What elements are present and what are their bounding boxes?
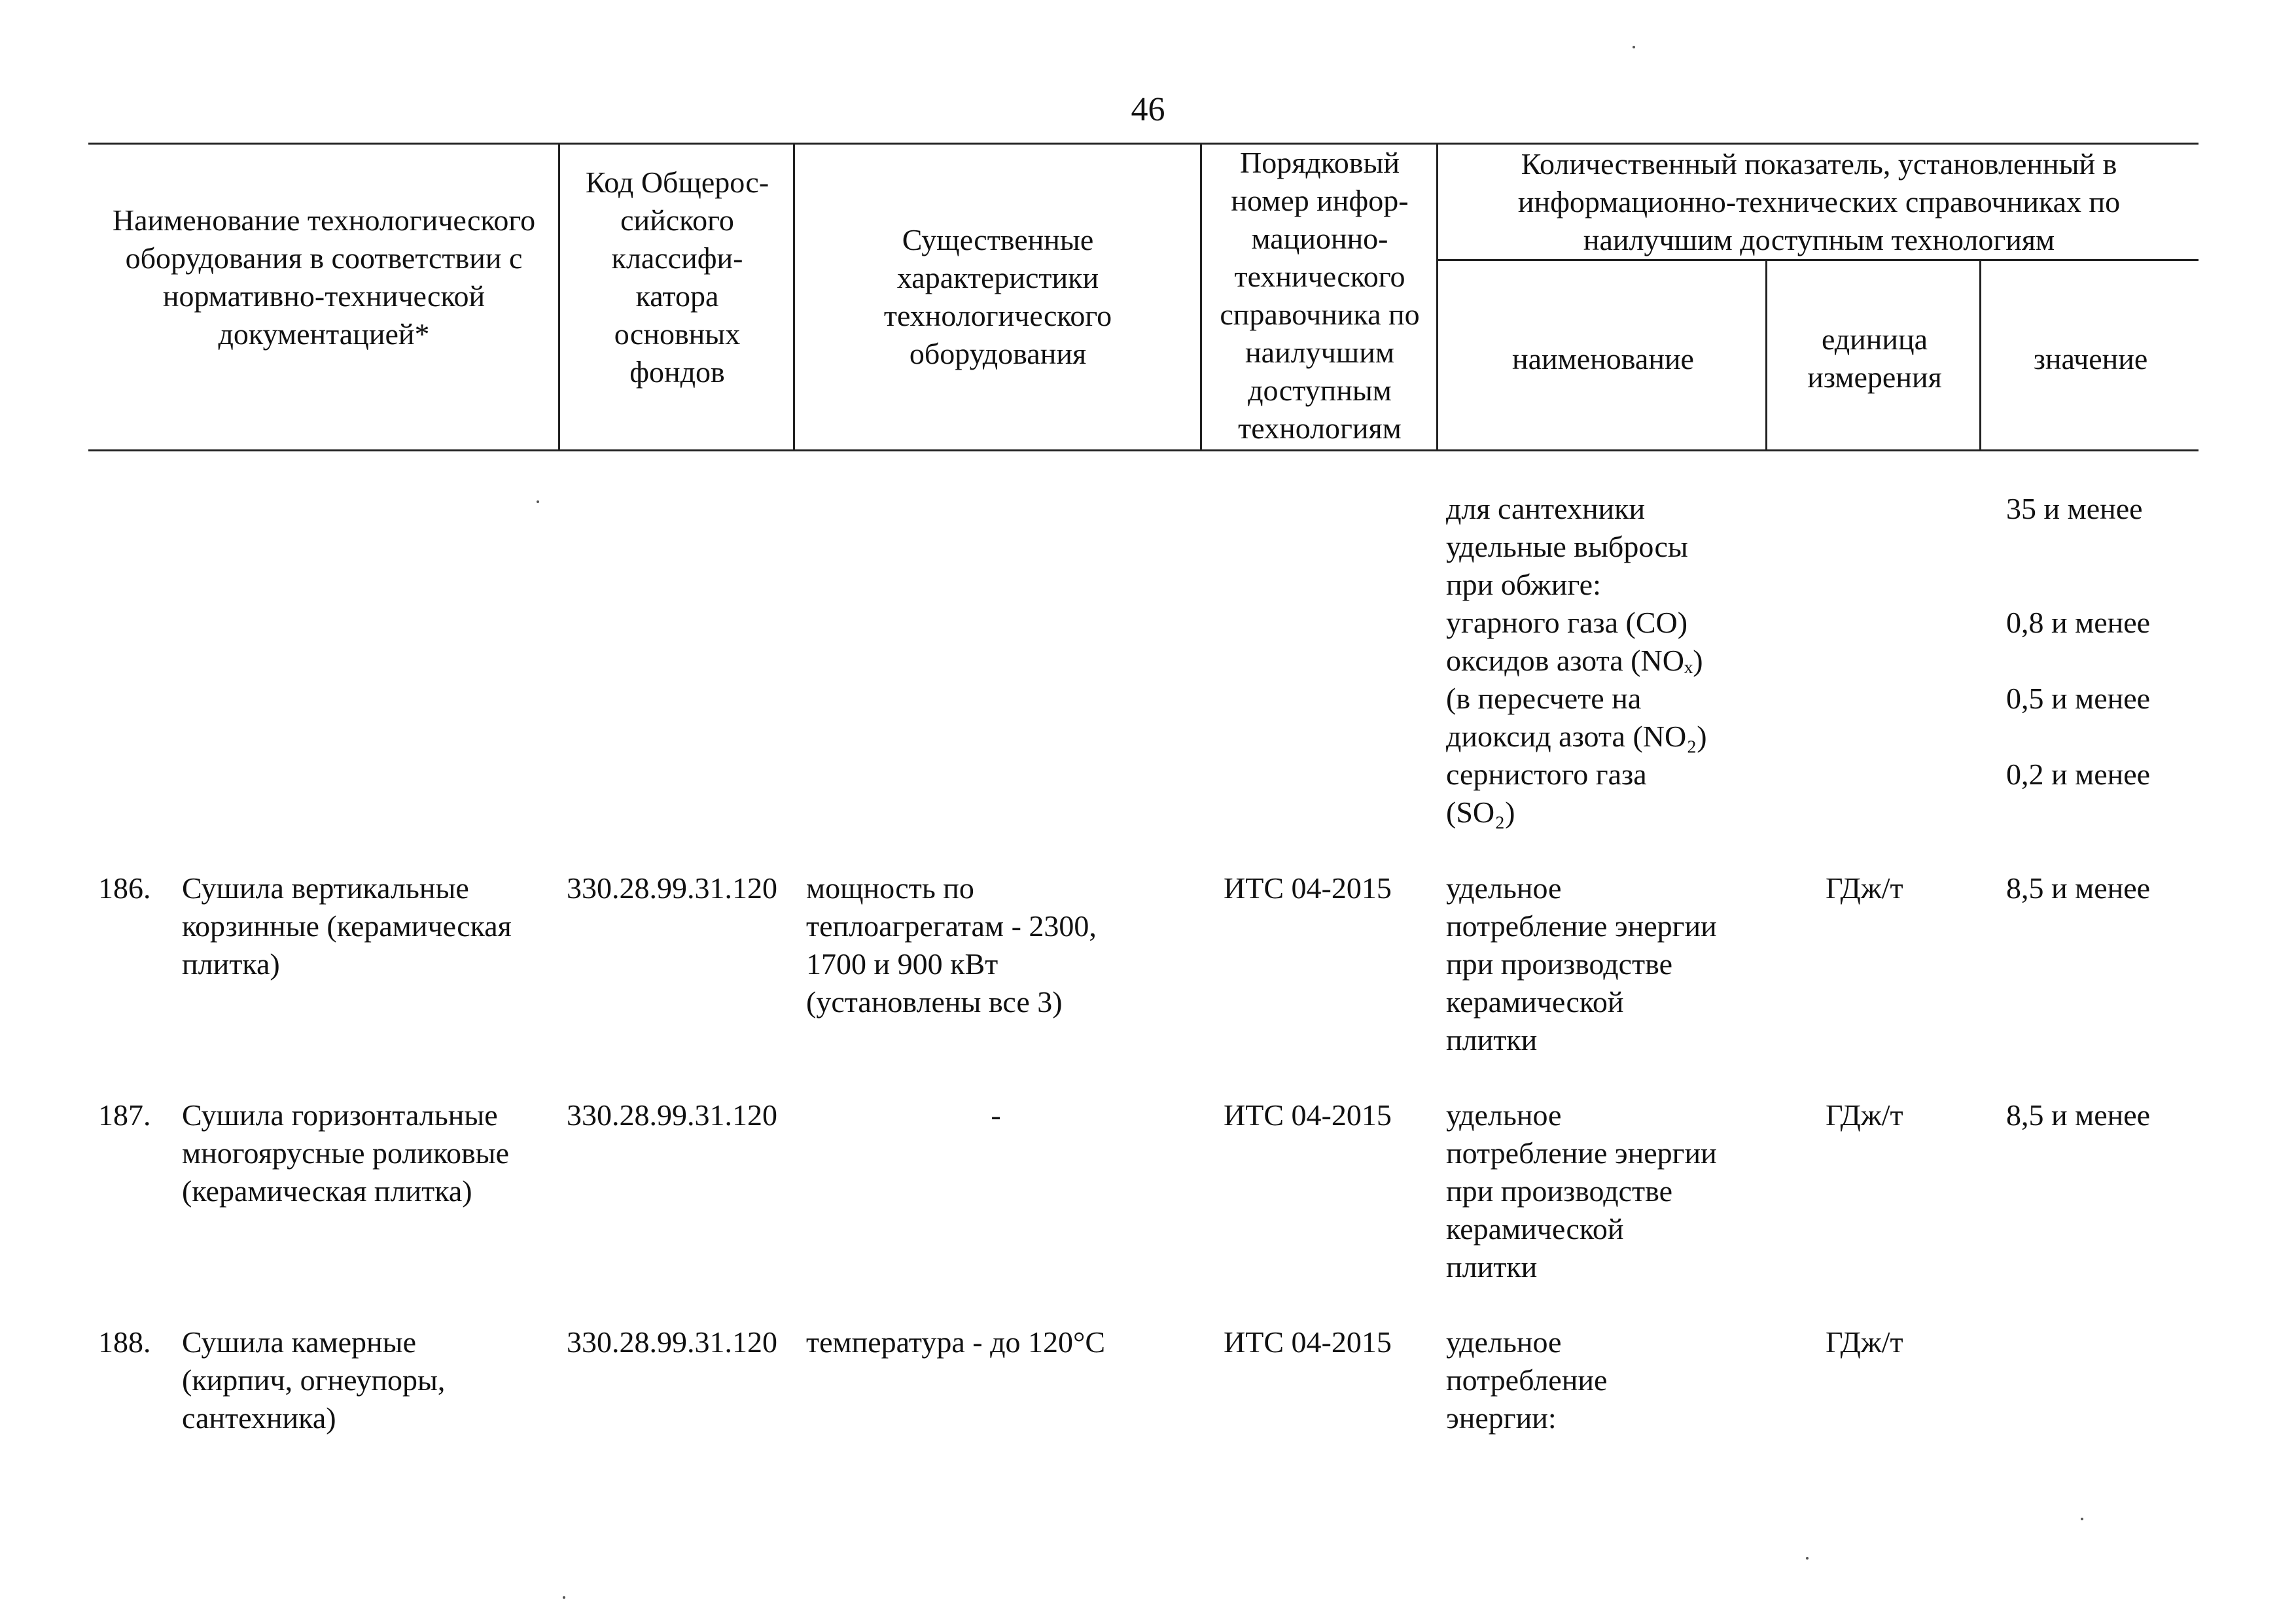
- continuation-indicator: для сантехники: [1446, 492, 1646, 525]
- header-quantitative-indicator: Количественный показатель, установленный в информационно-технических справочниках по наилучшим доступным технологиям: [1517, 147, 2121, 256]
- row-number: 187.: [98, 1098, 151, 1132]
- continuation-indicator: диоксид азота (NO₂): [1446, 720, 1707, 753]
- header-its-number: Порядковый номер инфор-мационно-технического справочника по наилучшим доступным технологиям: [1220, 146, 1420, 445]
- equipment-name: Сушила вертикальные корзинные (керамическая плитка): [182, 871, 512, 981]
- continuation-value: 0,2 и менее: [2006, 758, 2151, 791]
- continuation-value: 0,8 и менее: [2006, 606, 2151, 639]
- row-number: 186.: [98, 871, 151, 905]
- continuation-value: 35 и менее: [2006, 492, 2143, 525]
- column-divider: [1979, 259, 1981, 451]
- continuation-indicator: (в пересчете на: [1446, 682, 1642, 715]
- indicator-name: удельное потребление энергии при производстве керамической плитки: [1446, 1098, 1717, 1283]
- okof-code: 330.28.99.31.120: [567, 871, 777, 905]
- subheader-rule: [1436, 259, 2199, 261]
- subheader-value: значение: [2033, 342, 2148, 375]
- scan-speck: [563, 1596, 565, 1599]
- value: 8,5 и менее: [2006, 1098, 2151, 1132]
- scan-speck: [537, 500, 539, 503]
- indicator-name: удельное потребление энергии:: [1446, 1325, 1608, 1435]
- column-divider: [558, 143, 560, 451]
- scan-speck: [1806, 1557, 1809, 1560]
- header-okof-code: Код Общерос-сийского классифи-катора основных фондов: [585, 166, 769, 389]
- okof-code: 330.28.99.31.120: [567, 1325, 777, 1359]
- unit: ГДж/т: [1826, 1325, 1903, 1359]
- characteristics: -: [991, 1098, 1001, 1132]
- indicator-name: удельное потребление энергии при производстве керамической плитки: [1446, 871, 1717, 1056]
- equipment-name: Сушила камерные (кирпич, огнеупоры, сантехника): [182, 1325, 446, 1435]
- subheader-unit: единица измерения: [1807, 323, 1942, 394]
- header-characteristics: Существенные характеристики технологического оборудования: [883, 223, 1112, 370]
- continuation-indicator: удельные выбросы: [1446, 530, 1688, 563]
- characteristics: температура - до 120°C: [806, 1325, 1106, 1359]
- unit: ГДж/т: [1826, 871, 1903, 905]
- column-divider: [793, 143, 795, 451]
- row-number: 188.: [98, 1325, 151, 1359]
- header-bottom-rule: [88, 449, 2199, 451]
- its-number: ИТС 04-2015: [1224, 1098, 1392, 1132]
- continuation-indicator: (SO₂): [1446, 795, 1515, 829]
- continuation-indicator: при обжиге:: [1446, 568, 1601, 601]
- equipment-name: Сушила горизонтальные многоярусные роликовые (керамическая плитка): [182, 1098, 510, 1208]
- continuation-indicator: оксидов азота (NOₓ): [1446, 644, 1703, 677]
- value: 8,5 и менее: [2006, 871, 2151, 905]
- column-divider: [1765, 259, 1767, 451]
- its-number: ИТС 04-2015: [1224, 1325, 1392, 1359]
- subheader-indicator-name: наименование: [1512, 342, 1694, 375]
- unit: ГДж/т: [1826, 1098, 1903, 1132]
- continuation-value: 0,5 и менее: [2006, 682, 2151, 715]
- characteristics: мощность по теплоагрегатам - 2300, 1700 и 900 кВт (установлены все 3): [806, 871, 1097, 1019]
- scan-speck: [1633, 46, 1635, 48]
- page-number: 46: [1131, 91, 1165, 128]
- scan-speck: [2081, 1518, 2083, 1520]
- column-divider: [1436, 143, 1438, 451]
- continuation-indicator: сернистого газа: [1446, 758, 1647, 791]
- continuation-indicator: угарного газа (CO): [1446, 606, 1688, 639]
- column-divider: [1200, 143, 1202, 451]
- its-number: ИТС 04-2015: [1224, 871, 1392, 905]
- table-top-rule: [88, 143, 2199, 145]
- header-equipment-name: Наименование технологического оборудования в соответствии с нормативно-технической документацией*: [112, 203, 536, 351]
- okof-code: 330.28.99.31.120: [567, 1098, 777, 1132]
